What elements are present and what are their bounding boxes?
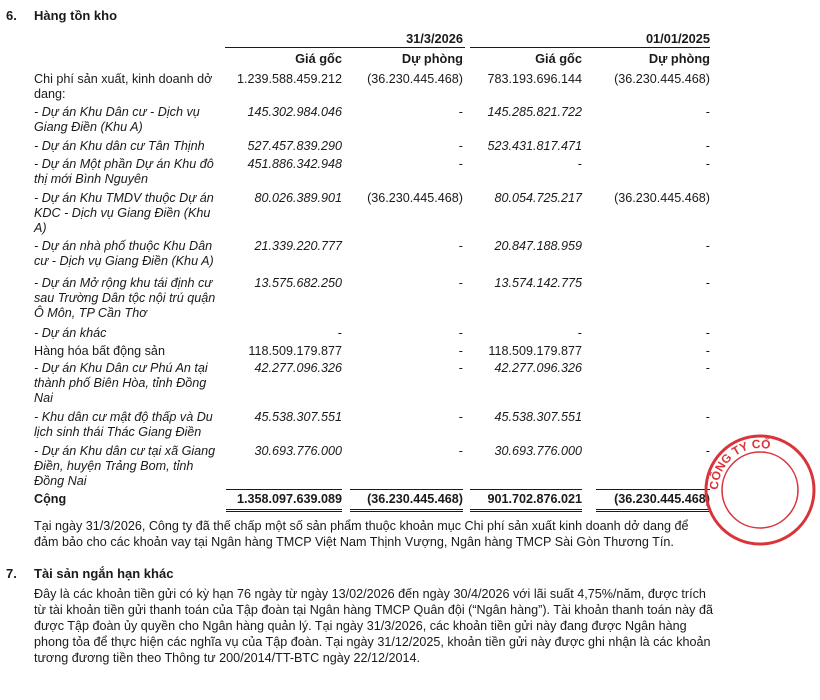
cell-provision-prior: - <box>705 444 710 458</box>
period-prior: 01/01/2025 <box>645 31 710 46</box>
total-cost-prior: 901.702.876.021 <box>487 492 582 506</box>
cell-cost-prior: 13.574.142.775 <box>494 276 582 290</box>
total-cost-current: 1.358.097.639.089 <box>236 492 342 506</box>
cell-cost-current: 527.457.839.290 <box>247 139 342 153</box>
cell-provision-current: - <box>458 239 463 253</box>
row-label: Chi phí sản xuất, kinh doanh dở dang: <box>34 72 213 101</box>
cell-provision-current: - <box>458 444 463 458</box>
total-rule-top-c1 <box>226 489 342 490</box>
svg-text:CÔNG TY CỔ <box>707 436 772 491</box>
total-rule-bottom-c2b <box>350 511 463 512</box>
seal-text: CÔNG TY CỔ <box>706 436 772 491</box>
cell-provision-prior: - <box>705 105 710 119</box>
total-rule-top-c4 <box>596 489 710 490</box>
cell-provision-prior: - <box>705 410 710 424</box>
total-rule-bottom-c1 <box>226 509 342 510</box>
section-7-body: Đây là các khoản tiền gửi có kỳ hạn 76 ngày từ ngày 13/02/2026 đến ngày 30/4/2026 với lãi suất 4,75%/năm, được trích từ tài khoản tiền gửi thanh toán của Tập đoàn tại Ngân hàng TMCP Quân đội (“Ngân hàng”). Tài khoản thanh toán này đã được Tập đoàn ủy quyền cho Ngân hàng quản lý. Tại ngày 31/3/2026, các khoản tiền gửi này đang được Ngân hàng phong tỏa để thực hiện các nghĩa vụ của Tập đoàn. Tại ngày 31/12/2025, khoản tiền gửi này được ghi nhận là các khoản tương đương tiền theo Thông tư 200/2014/TT-BTC ngày 22/12/2014. <box>34 587 713 665</box>
row-label: - Dự án Khu dân cư Tân Thịnh <box>34 139 205 153</box>
cell-cost-prior: 523.431.817.471 <box>487 139 582 153</box>
cell-provision-prior: - <box>705 361 710 375</box>
total-rule-bottom-c3b <box>470 511 582 512</box>
cell-cost-prior: 42.277.096.326 <box>494 361 582 375</box>
cell-provision-prior: - <box>705 239 710 253</box>
row-label: - Dự án Mở rộng khu tái định cư sau Trường Dân tộc nội trú quận Ô Môn, TP Cần Thơ <box>34 276 216 320</box>
cell-cost-current: 80.026.389.901 <box>254 191 342 205</box>
total-rule-top-c2 <box>350 489 463 490</box>
total-rule-bottom-c4 <box>596 509 710 510</box>
row-label: - Dự án Khu dân cư tại xã Giang Điền, huyện Trảng Bom, tỉnh Đồng Nai <box>34 444 216 488</box>
section-6-title: Hàng tồn kho <box>34 8 118 23</box>
row-label: - Dự án Khu Dân cư - Dịch vụ Giang Điền (Khu A) <box>34 105 200 134</box>
cell-provision-current: (36.230.445.468) <box>367 191 463 205</box>
section-7-title: Tài sản ngắn hạn khác <box>34 566 174 581</box>
cell-cost-current: - <box>337 326 342 340</box>
cell-provision-prior: - <box>705 344 710 358</box>
cell-cost-current: 13.575.682.250 <box>254 276 342 290</box>
total-provision-current: (36.230.445.468) <box>367 492 463 506</box>
cell-cost-prior: 118.509.179.877 <box>488 344 582 358</box>
row-label: Hàng hóa bất động sản <box>34 344 165 358</box>
cell-provision-current: - <box>458 276 463 290</box>
cell-cost-prior: 45.538.307.551 <box>494 410 582 424</box>
row-label: - Dự án Một phần Dự án Khu đô thị mới Bình Nguyên <box>34 157 214 186</box>
cell-provision-current: - <box>458 344 463 358</box>
cell-provision-prior: - <box>705 276 710 290</box>
cell-cost-prior: - <box>577 157 582 171</box>
cell-provision-prior: - <box>705 326 710 340</box>
period-prior-underline <box>470 47 710 48</box>
row-label: - Dự án nhà phố thuộc Khu Dân cư - Dịch vụ Giang Điền (Khu A) <box>34 239 214 268</box>
cell-cost-prior: 30.693.776.000 <box>494 444 582 458</box>
col-cost-prior: Giá gốc <box>535 51 582 66</box>
cell-provision-prior: - <box>705 139 710 153</box>
cell-cost-current: 45.538.307.551 <box>254 410 342 424</box>
col-provision-prior: Dự phòng <box>648 51 710 66</box>
cell-cost-prior: 145.285.821.722 <box>487 105 582 119</box>
cell-provision-current: - <box>458 326 463 340</box>
total-rule-bottom-c2 <box>350 509 463 510</box>
total-rule-bottom-c4b <box>596 511 710 512</box>
cell-provision-current: - <box>458 157 463 171</box>
cell-cost-prior: 80.054.725.217 <box>494 191 582 205</box>
cell-cost-current: 145.302.984.046 <box>247 105 342 119</box>
row-label: - Dự án Khu Dân cư Phú An tại thành phố Biên Hòa, tỉnh Đồng Nai <box>34 361 208 405</box>
total-label: Cộng <box>34 492 67 506</box>
section-6-note: Tại ngày 31/3/2026, Công ty đã thế chấp một số sản phẩm thuộc khoản mục Chi phí sản xuất kinh doanh dở dang để đảm bảo cho các khoản vay tại Ngân hàng TMCP Việt Nam Thịnh Vượng, Ngân hàng TMCP Sài Gòn Thương Tín. <box>34 519 689 549</box>
cell-cost-prior: 783.193.696.144 <box>487 72 582 86</box>
cell-cost-prior: 20.847.188.959 <box>494 239 582 253</box>
cell-provision-prior: (36.230.445.468) <box>614 191 710 205</box>
cell-provision-current: - <box>458 139 463 153</box>
total-rule-bottom-c3 <box>470 509 582 510</box>
cell-cost-prior: - <box>577 326 582 340</box>
cell-provision-current: (36.230.445.468) <box>367 72 463 86</box>
period-current-underline <box>225 47 465 48</box>
row-label: - Dự án Khu TMDV thuộc Dự án KDC - Dịch vụ Giang Điền (Khu A) <box>34 191 214 235</box>
col-provision-current: Dự phòng <box>401 51 463 66</box>
cell-cost-current: 30.693.776.000 <box>254 444 342 458</box>
cell-provision-prior: (36.230.445.468) <box>614 72 710 86</box>
section-6-number: 6. <box>6 8 17 23</box>
col-cost-current: Giá gốc <box>295 51 342 66</box>
cell-provision-current: - <box>458 410 463 424</box>
cell-provision-current: - <box>458 105 463 119</box>
company-seal <box>700 430 820 550</box>
cell-provision-current: - <box>458 361 463 375</box>
period-current: 31/3/2026 <box>406 31 463 46</box>
cell-cost-current: 21.339.220.777 <box>254 239 342 253</box>
cell-cost-current: 118.509.179.877 <box>248 344 342 358</box>
cell-cost-current: 451.886.342.948 <box>247 157 342 171</box>
total-rule-top-c3 <box>470 489 582 490</box>
row-label: - Khu dân cư mật độ thấp và Du lịch sinh thái Thác Giang Điền <box>34 410 213 439</box>
total-provision-prior: (36.230.445.468) <box>614 492 710 506</box>
cell-cost-current: 1.239.588.459.212 <box>236 72 342 86</box>
cell-provision-prior: - <box>705 157 710 171</box>
total-rule-bottom-c1b <box>226 511 342 512</box>
cell-cost-current: 42.277.096.326 <box>254 361 342 375</box>
row-label: - Dự án khác <box>34 326 107 340</box>
section-7-number: 7. <box>6 566 17 581</box>
